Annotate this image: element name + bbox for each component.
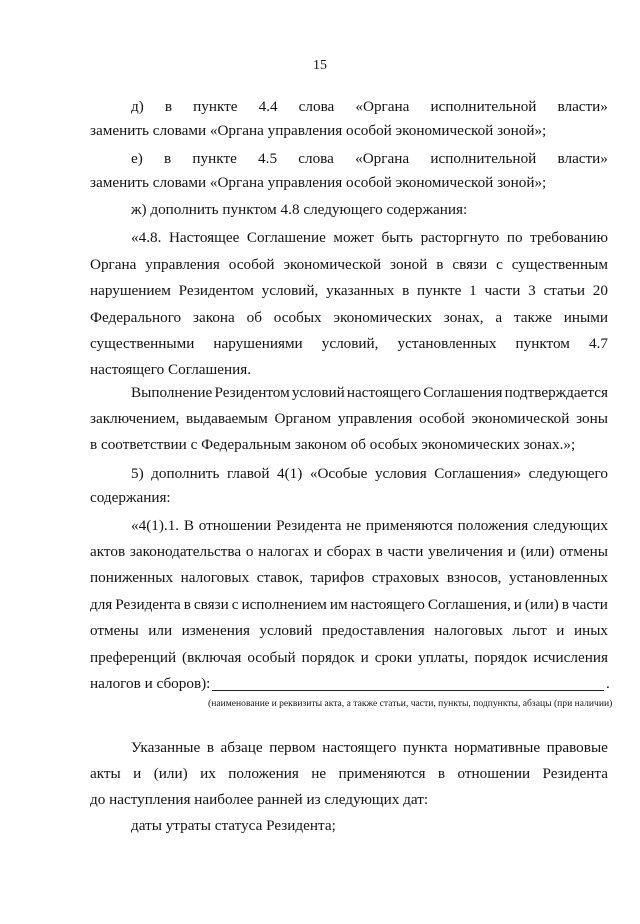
word: следующего <box>528 465 608 482</box>
word: установленных <box>397 335 497 352</box>
word: для <box>90 596 113 613</box>
word: ставок, <box>256 569 303 586</box>
word: «4(1).1. <box>131 517 180 534</box>
word: в <box>436 256 444 273</box>
item-5-line-1 <box>131 465 608 483</box>
word: связи <box>452 256 488 273</box>
word: о <box>245 543 254 560</box>
word: в <box>375 543 383 560</box>
word: существенными <box>90 335 195 352</box>
word: Федерального <box>90 309 182 326</box>
word: настоящего <box>346 384 422 401</box>
clause-4-1-1-line-5 <box>90 622 608 640</box>
clause-4-1-1-line-4 <box>90 596 608 614</box>
word: преференций <box>90 649 177 666</box>
word: (или) <box>524 596 559 613</box>
word: Резидента <box>542 765 608 782</box>
word: или <box>148 622 173 639</box>
word: взносов, <box>446 569 502 586</box>
word: Резидентом <box>178 282 254 299</box>
word: в <box>164 98 173 115</box>
clause-4-8-line-5 <box>90 335 608 353</box>
word: В <box>183 517 194 534</box>
word: отмены <box>90 622 139 639</box>
word: в <box>164 150 172 167</box>
word: пункта <box>402 739 448 756</box>
word: исчисления <box>533 649 608 666</box>
word: предоставления <box>321 622 425 639</box>
word: установленных <box>508 569 608 586</box>
clause-4-1-1-line-7: налогов и сборов): <box>90 675 211 692</box>
clause-4-8-line-3 <box>90 282 608 300</box>
word: (или) <box>520 543 555 560</box>
word: и <box>133 765 142 782</box>
word: Указанные <box>131 739 201 756</box>
word: порядок <box>474 649 528 666</box>
word: управления <box>145 256 220 273</box>
word: «Органа <box>355 98 410 115</box>
clause-4-8-line-1 <box>131 229 608 247</box>
word: 4.5 <box>258 150 278 167</box>
word: пункте <box>192 150 237 167</box>
word: пунктом <box>515 335 570 352</box>
word: 4.7 <box>588 335 608 352</box>
word: пункте <box>193 98 238 115</box>
word: положения <box>228 765 299 782</box>
word: пункте <box>417 282 462 299</box>
word: заключением, <box>90 410 180 427</box>
fulfillment-line-1 <box>131 384 608 402</box>
word: а <box>495 309 503 326</box>
word: 4(1) <box>277 465 303 482</box>
word: в <box>561 596 570 613</box>
word: настоящего <box>350 596 425 613</box>
word: нормативные <box>454 739 541 756</box>
word: и <box>313 543 322 560</box>
item-d-line-2: заменить словами «Органа управления особой экономической зоной»; <box>90 122 547 139</box>
clause-4-1-1-line-6 <box>90 649 608 667</box>
word: исполнительной <box>430 150 537 167</box>
word: налоговых <box>180 569 250 586</box>
word: условий, <box>321 335 379 352</box>
word: по <box>506 229 523 246</box>
item-d-line-1 <box>131 98 608 116</box>
word: и <box>513 596 522 613</box>
word: условия <box>374 465 427 482</box>
word: применяются <box>365 517 453 534</box>
word: следующих <box>533 517 608 534</box>
word: иными <box>563 309 608 326</box>
word: связи <box>193 596 229 613</box>
word: условий, <box>261 282 319 299</box>
word: исполнительной <box>430 98 537 115</box>
word: части <box>387 543 424 560</box>
word: (включая <box>182 649 242 666</box>
word: Настоящее <box>168 229 240 246</box>
word: особых <box>273 309 322 326</box>
word: с <box>496 256 503 273</box>
fulfillment-line-2 <box>90 410 608 428</box>
word: существенным <box>511 256 608 273</box>
word: сроки <box>374 649 413 666</box>
word: пониженных <box>90 569 174 586</box>
clause-4-8-line-4 <box>90 309 608 327</box>
word: уплаты, <box>418 649 469 666</box>
word: Органа <box>90 256 137 273</box>
word: абзаце <box>220 739 263 756</box>
word: быть <box>381 229 413 246</box>
word: в <box>437 765 446 782</box>
clause-4-1-1-line-3 <box>90 569 608 587</box>
word: экономических <box>333 309 432 326</box>
word: законодательства <box>129 543 242 560</box>
word: Соглашения, <box>427 596 511 613</box>
fill-in-end-period: . <box>606 675 610 692</box>
word: Резидента <box>276 517 342 534</box>
fill-in-blank-line <box>212 690 604 691</box>
closing-line-2 <box>90 765 608 783</box>
word: с <box>231 596 239 613</box>
word: Резидента <box>115 596 181 613</box>
word: Соглашение <box>246 229 326 246</box>
word: и <box>556 622 565 639</box>
word: в <box>183 596 191 613</box>
word: отношении <box>457 765 531 782</box>
word: отношении <box>198 517 272 534</box>
word: 4.4 <box>258 98 278 115</box>
closing-line-1 <box>131 739 608 757</box>
word: настоящего <box>322 739 397 756</box>
word: отмены <box>559 543 608 560</box>
word: 1 <box>469 282 477 299</box>
page-number: 15 <box>313 58 327 73</box>
word: (или) <box>153 765 188 782</box>
word: им <box>329 596 348 613</box>
word: особой <box>228 256 275 273</box>
word: расторгнуто <box>420 229 500 246</box>
word: зоной <box>390 256 428 273</box>
word: нарушениями <box>213 335 303 352</box>
word: льгот <box>512 622 547 639</box>
word: применяются <box>338 765 426 782</box>
clause-4-1-1-line-2 <box>90 543 608 561</box>
word: слова <box>298 150 334 167</box>
word: Резидентом <box>214 384 290 401</box>
fill-in-caption: (наименование и реквизиты акта, а также статьи, части, пункты, подпункты, абзацы (при наличии) <box>208 698 613 709</box>
word: экономической <box>471 410 570 427</box>
word: управления <box>337 410 413 427</box>
item-zh-line: ж) дополнить пунктом 4.8 следующего содержания: <box>131 201 468 218</box>
word: «Органа <box>355 150 410 167</box>
closing-line-4: даты утраты статуса Резидента; <box>131 817 336 834</box>
word: акты <box>90 765 121 782</box>
word: условий <box>259 622 313 639</box>
word: требованию <box>530 229 608 246</box>
word: изменения <box>181 622 250 639</box>
word: части <box>484 282 521 299</box>
word: налогах <box>258 543 309 560</box>
word: их <box>200 765 216 782</box>
clause-4-8-line-6: настоящего Соглашения. <box>90 361 251 378</box>
word: 3 <box>528 282 536 299</box>
word: в <box>402 282 410 299</box>
word: увеличения <box>428 543 503 560</box>
word: 20 <box>592 282 608 299</box>
word: первом <box>269 739 316 756</box>
word: правовые <box>546 739 608 756</box>
word: также <box>513 309 552 326</box>
word: слова <box>298 98 335 115</box>
word: налоговых <box>434 622 503 639</box>
word: главой <box>226 465 270 482</box>
word: подтверждается <box>504 384 608 401</box>
word: дополнить <box>151 465 220 482</box>
word: Соглашения» <box>434 465 522 482</box>
word: особой <box>419 410 465 427</box>
word: зонах, <box>443 309 484 326</box>
word: власти» <box>557 98 608 115</box>
word: и <box>360 649 369 666</box>
word: зоны <box>576 410 608 427</box>
word: части <box>572 596 608 613</box>
word: экономической <box>283 256 382 273</box>
word: не <box>311 765 327 782</box>
word: указанных <box>326 282 395 299</box>
fulfillment-line-3: в соответствии с Федеральным законом об особых экономических зонах.»; <box>90 436 576 453</box>
word: закона <box>192 309 235 326</box>
word: тарифов <box>310 569 365 586</box>
word: «Особые <box>309 465 368 482</box>
word: в <box>206 739 214 756</box>
word: актов <box>90 543 126 560</box>
word: Выполнение <box>131 384 213 401</box>
word: 5) <box>131 465 144 482</box>
word: сборах <box>326 543 371 560</box>
word: положения <box>457 517 529 534</box>
word: об <box>246 309 262 326</box>
item-5-line-2: содержания: <box>90 489 171 506</box>
word: страховых <box>371 569 440 586</box>
clause-4-8-line-2 <box>90 256 608 274</box>
item-e-line-2: заменить словами «Органа управления особой экономической зоной»; <box>90 174 547 191</box>
word: иных <box>573 622 608 639</box>
word: особый <box>247 649 296 666</box>
word: «4.8. <box>131 229 162 246</box>
word: власти» <box>557 150 608 167</box>
word: статьи <box>543 282 586 299</box>
word: и <box>507 543 516 560</box>
word: исполнением <box>241 596 327 613</box>
item-e-line-1 <box>131 150 608 168</box>
clause-4-1-1-line-1 <box>131 517 608 535</box>
word: Соглашения <box>423 384 503 401</box>
word: порядок <box>301 649 355 666</box>
word: не <box>346 517 362 534</box>
closing-line-3: до наступления наиболее ранней из следующих дат: <box>90 791 429 808</box>
word: нарушением <box>90 282 171 299</box>
word: Органом <box>274 410 332 427</box>
word: д) <box>131 98 144 115</box>
word: условий <box>291 384 345 401</box>
word: е) <box>131 150 143 167</box>
word: выдаваемым <box>186 410 268 427</box>
word: может <box>333 229 374 246</box>
